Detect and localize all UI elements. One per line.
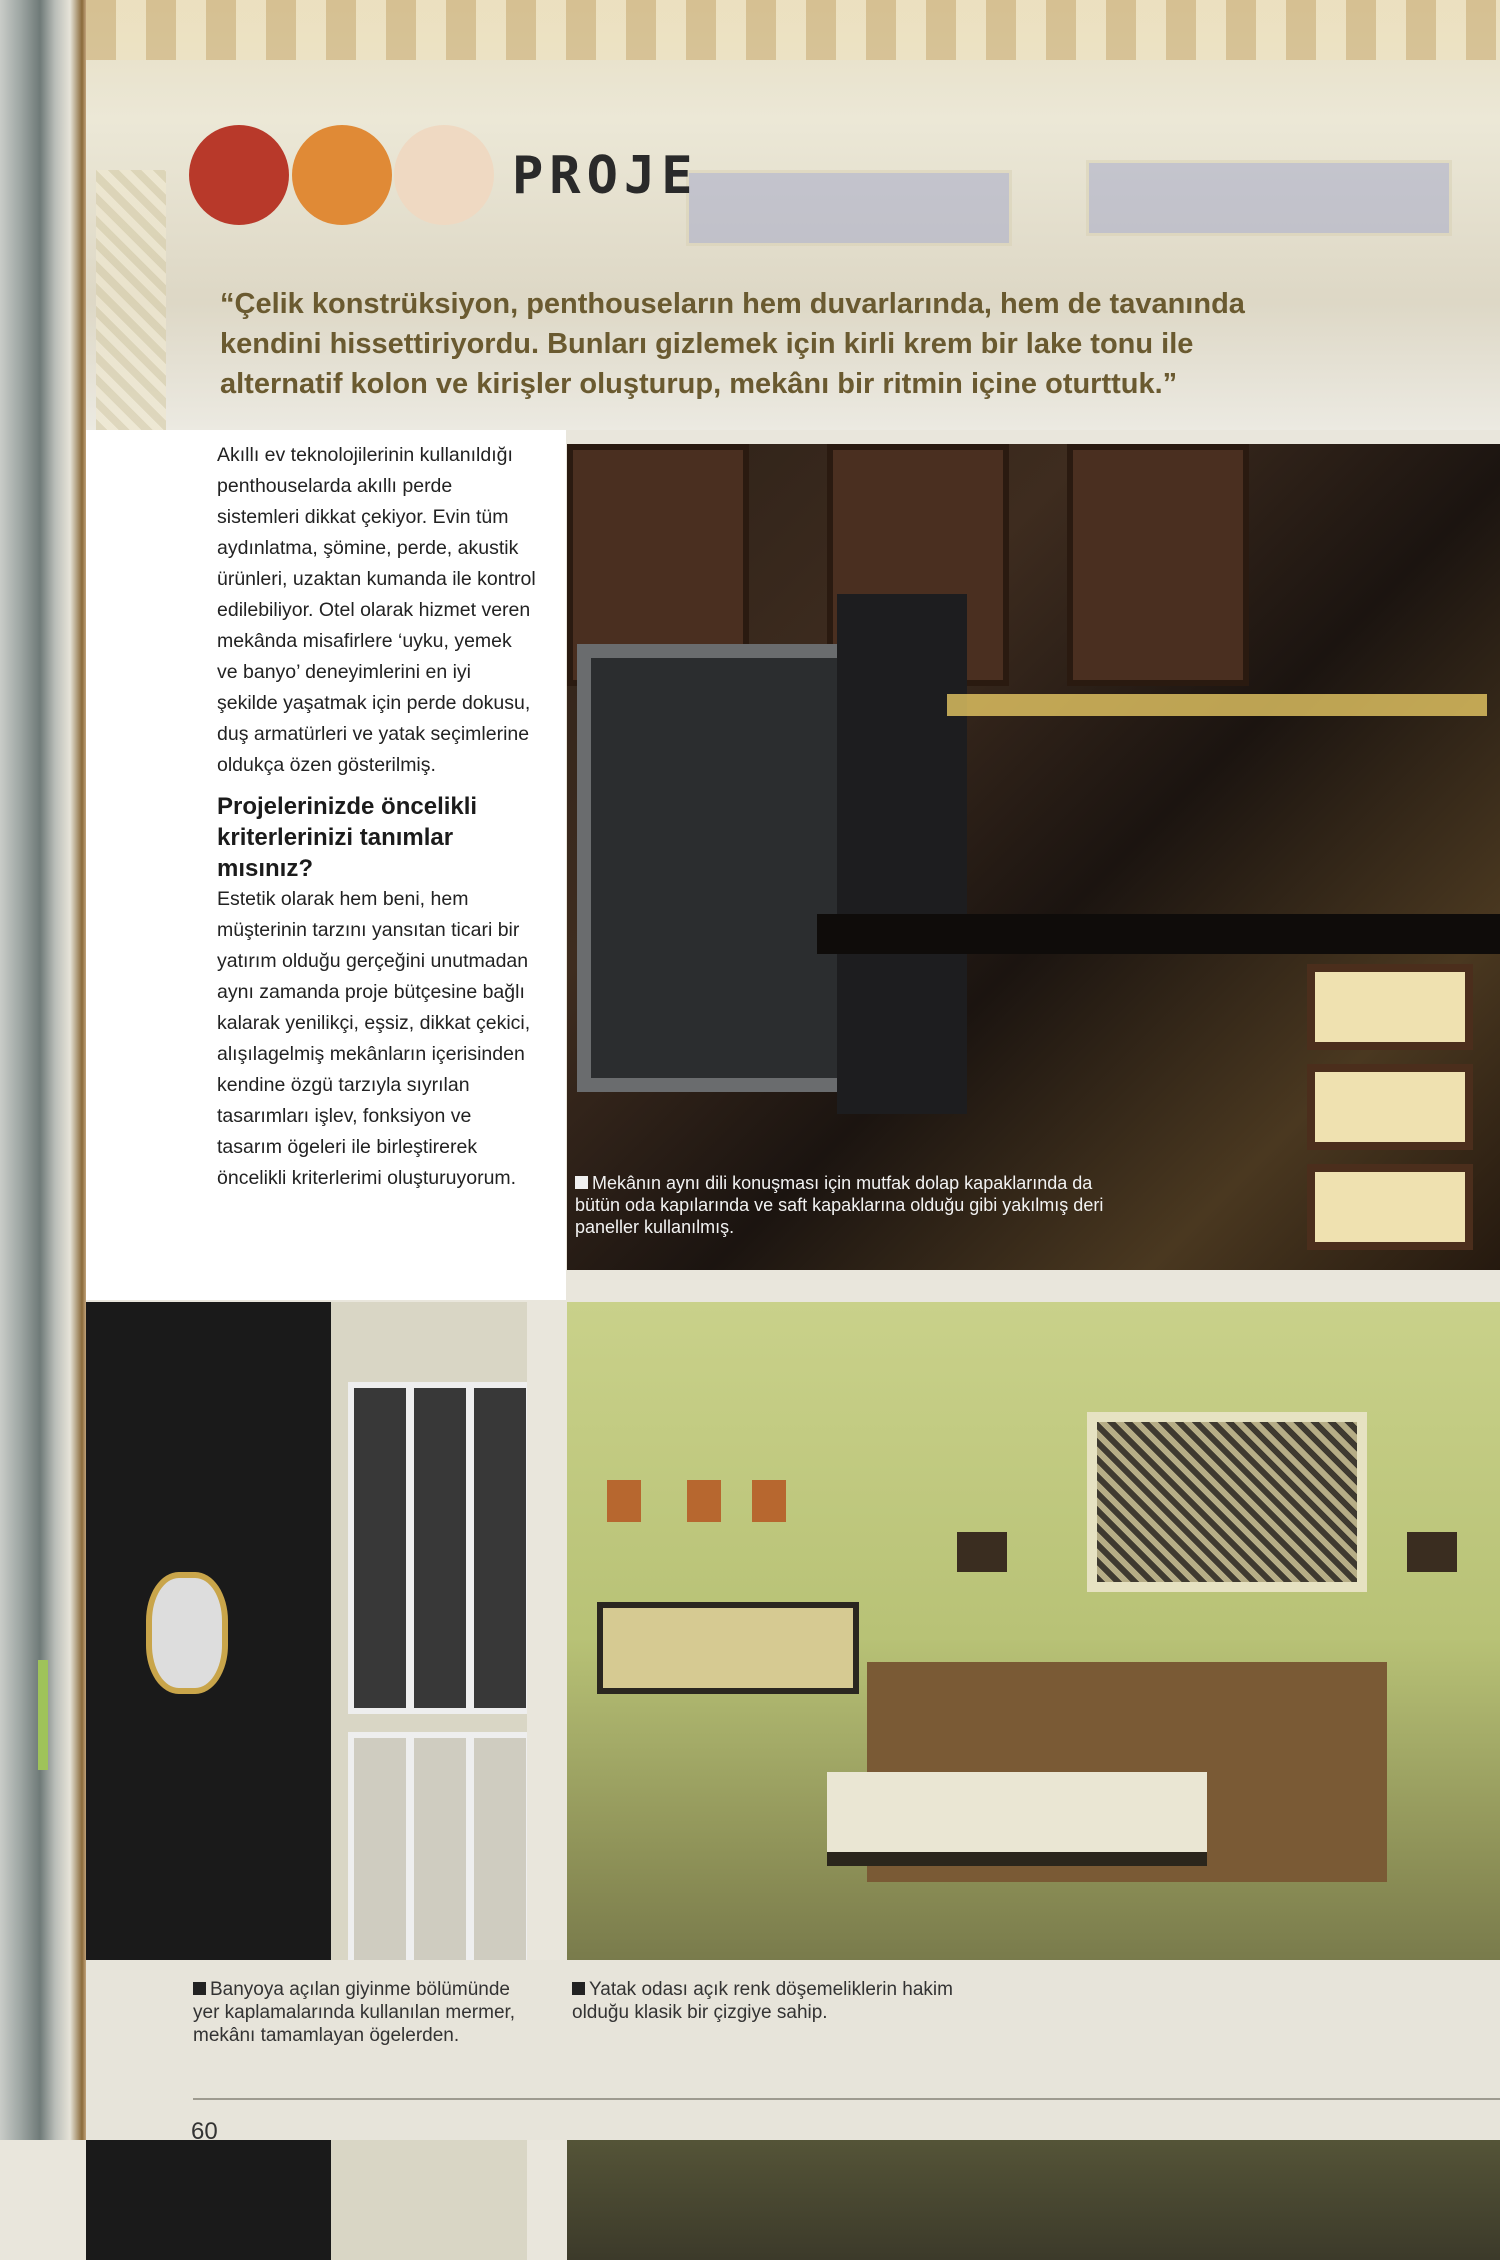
wardrobe-mirror-door: [408, 1382, 472, 1714]
section-title: PROJE: [512, 146, 699, 206]
wall-kaftan-ornament: [607, 1480, 641, 1522]
dressing-caption: [193, 1978, 523, 2047]
title-circle-orange: [292, 125, 392, 225]
oven-control-panel: [837, 594, 967, 1114]
bedroom-caption: [572, 1978, 992, 2024]
under-cabinet-light: [947, 694, 1487, 716]
caption-bullet: [193, 1982, 206, 1995]
built-in-oven: [577, 644, 855, 1092]
wardrobe-mirror-door: [468, 1382, 527, 1714]
wardrobe-panel-door: [468, 1732, 527, 1984]
caption-bullet: [575, 1176, 588, 1189]
ornate-mirror: [146, 1572, 228, 1694]
body-text: [217, 440, 537, 1194]
kitchen-caption-text: Mekânın aynı dili konuşması için mutfak dolap kapaklarında da bütün oda kapılarında ve saft kapaklarına olduğu gibi yakılmış deri paneller kullanılmış.: [575, 1173, 1104, 1237]
magazine-spine: [0, 0, 86, 2140]
kitchen-photo: [567, 444, 1500, 1270]
wardrobe-panel-door: [408, 1732, 472, 1984]
table-lamp: [957, 1532, 1007, 1572]
table-lamp: [1407, 1532, 1457, 1572]
countertop: [817, 914, 1500, 954]
bed-bench: [827, 1772, 1207, 1866]
body-paragraph-2: Estetik olarak hem beni, hem müşterinin tarzını yansıtan ticari bir yatırım olduğu gerçeğini unutmadan aynı zamanda proje bütçesine bağlı kalarak yenilikçi, eşsiz, dikkat çekici, alışılagelmiş mekânların içerisinden kendine özgü tarzıyla sıyrılan tasarımları işlev, fonksiyon ve tasarım ögeleri ile birleştirerek öncelikli kriterlerimi oluşturuyorum.: [217, 888, 531, 1189]
leather-drawer-panel: [1307, 964, 1473, 1050]
wall-kaftan-ornament: [752, 1480, 786, 1522]
lattice-column: [96, 170, 166, 430]
body-paragraph-1: Akıllı ev teknolojilerinin kullanıldığı penthouselarda akıllı perde sistemleri dikkat çekiyor. Evin tüm aydınlatma, şömine, perde, akustik ürünleri, uzaktan kumanda ile kontrol edilebiliyor. Otel olarak hizmet veren mekânda misafirlere ‘uyku, yemek ve banyo’ deneyimlerini en iyi şekilde yaşatmak için perde dokusu, duş armatürleri ve yatak seçimlerine oldukça özen gösterilmiş.: [217, 444, 536, 776]
ornamental-ceiling: [86, 0, 1500, 60]
footer-rule: [193, 2098, 1500, 2100]
page-number: 60: [191, 2118, 218, 2145]
kitchen-caption: [575, 1172, 1135, 1238]
chaise-sofa: [597, 1602, 859, 1694]
leather-drawer-panel: [1307, 1064, 1473, 1150]
wall-kaftan-ornament: [687, 1480, 721, 1522]
spine-accent: [38, 1660, 48, 1770]
patterned-headboard: [1087, 1412, 1367, 1592]
pull-quote: “Çelik konstrüksiyon, penthouseların hem duvarlarında, hem de tavanında kendini hissettiriyordu. Bunları gizlemek için kirli krem bir lake tonu ile alternatif kolon ve kirişler oluşturup, mekânı bir ritmin içine oturttuk.”: [220, 288, 1245, 400]
wardrobe-mirror-door: [348, 1382, 412, 1714]
kitchen-cabinet: [1067, 444, 1249, 686]
dressing-caption-text: Banyoya açılan giyinme bölümünde yer kaplamalarında kullanılan mermer, mekânı tamamlayan ögelerden.: [193, 1979, 516, 2046]
ceiling-light-panel: [686, 170, 1012, 246]
leather-drawer-panel: [1307, 1164, 1473, 1250]
bedroom-caption-text: Yatak odası açık renk döşemeliklerin hakim olduğu klasik bir çizgiye sahip.: [572, 1979, 953, 2023]
title-circle-red: [189, 125, 289, 225]
wardrobe-panel-door: [348, 1732, 412, 1984]
title-circle-cream: [394, 125, 494, 225]
interview-question: Projelerinizde öncelikli kriterlerinizi tanımlar mısınız?: [217, 793, 478, 882]
caption-bullet: [572, 1982, 585, 1995]
ceiling-light-panel: [1086, 160, 1452, 236]
